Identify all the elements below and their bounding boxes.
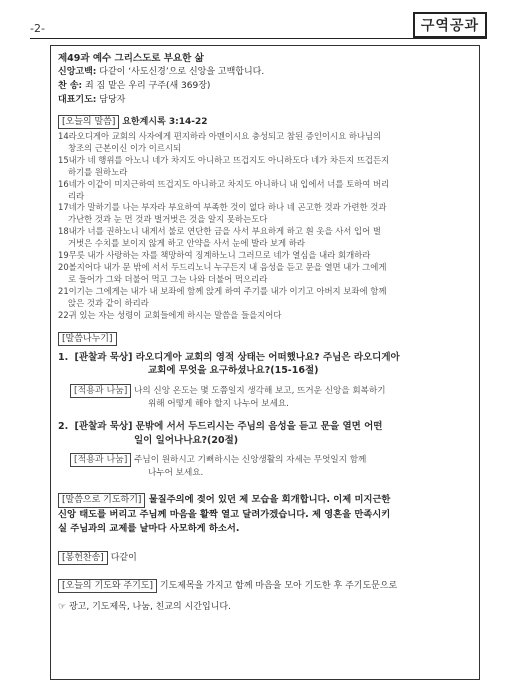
verse	[58, 262, 478, 286]
verse-text-cont: 하기를 원하노라	[68, 166, 128, 177]
verse	[58, 310, 478, 322]
sharing-label: [말씀나누기]	[58, 332, 117, 346]
hymn-text: 죄 짐 맡은 우리 구주(새 369장)	[85, 81, 211, 92]
apply-text: 주님이 원하시고 기뻐하시는 신앙생활의 자세는 무엇일지 함께	[134, 455, 367, 466]
verse-text: 22귀 있는 자는 성령이 교회들에게 하시는 말씀을 들을지어다	[58, 309, 282, 320]
apply-row	[58, 384, 478, 410]
question-text-cont: 교회에 무엇을 요구하셨나요?(15-16절)	[148, 365, 319, 377]
closing-prayer-line-1: 물질주의에 젖어 있던 제 모습을 회개합니다. 이제 미지근한	[148, 494, 391, 506]
prayer-line	[58, 94, 478, 107]
apply-text-cont: 위해 어떻게 해야 할지 나누어 보세요.	[148, 398, 289, 409]
verse-text: 19무릇 내가 사랑하는 자를 책망하여 징계하노니 그러므로 네가 열심을 내라 회개하라	[58, 250, 371, 261]
hymn-label: 찬 송:	[58, 81, 83, 92]
todays-prayer-label: [오늘의 기도와 주기도]	[58, 579, 157, 593]
confession-line	[58, 66, 478, 79]
verse-text-cont: 가난한 것과 눈 먼 것과 벌거벗은 것을 알지 못하는도다	[68, 214, 268, 225]
notice	[58, 601, 478, 614]
lesson-title: 제49과 예수 그리스도로 부요한 삶	[58, 53, 204, 64]
closing-prayer	[58, 493, 478, 536]
verse-text-cont: 로 들어가 그와 더불어 먹고 그는 나와 더불어 먹으리라	[68, 273, 268, 284]
verse	[58, 226, 478, 250]
verse-text: 18내가 너를 권하노니 내게서 불로 연단한 금을 사서 부요하게 하고 흰 옷을 사서 입어 벌	[58, 226, 381, 237]
question-tag: [관찰과 묵상]	[74, 421, 133, 433]
sharing-item-2	[58, 420, 478, 479]
question-text: 문밖에 서서 두드리시는 주님의 음성을 듣고 문을 열면 어떤	[135, 421, 383, 433]
closing-prayer-label: [말씀으로 기도하기]	[58, 493, 145, 507]
question-tag: [관찰과 묵상]	[74, 351, 133, 363]
sharing-heading	[58, 332, 478, 346]
offering-hymn	[58, 551, 478, 565]
verse-list	[58, 131, 478, 322]
question-row	[58, 420, 478, 433]
verse	[58, 131, 478, 155]
page-number: -2-	[30, 22, 45, 35]
sharing-item-1	[58, 351, 478, 410]
notice-text: 광고, 기도제목, 나눔, 친교의 시간입니다.	[68, 601, 231, 612]
hymn-line	[58, 80, 478, 93]
prayer-text: 담당자	[99, 95, 126, 106]
verse-text-cont: 리라	[68, 190, 85, 201]
offering-hymn-label: [봉헌찬송]	[58, 551, 108, 565]
closing-prayer-line-2: 신앙 태도를 버리고 주님께 마음을 활짝 열고 달려가겠습니다. 제 영혼을 만족시키	[58, 508, 391, 520]
verse-text: 20볼지어다 내가 문 밖에 서서 두드리노니 누구든지 내 음성을 듣고 문을 열면 내가 그에게	[58, 262, 387, 273]
verse	[58, 202, 478, 226]
verse-text-cont: 거벗은 수치를 보이지 않게 하고 안약을 사서 눈에 발라 보게 하라	[68, 238, 305, 249]
question-number: 1.	[58, 351, 69, 363]
apply-row	[58, 453, 478, 479]
confession-label: 신앙고백:	[58, 67, 97, 78]
lesson-content	[58, 52, 478, 614]
offering-hymn-text: 다같이	[110, 552, 137, 563]
apply-tag: [적용과 나눔]	[70, 384, 131, 398]
verse-text: 17네가 말하기를 나는 부자라 부요하여 부족한 것이 없다 하나 네 곤고한 것과 가련한 것과	[58, 202, 387, 213]
verse	[58, 250, 478, 262]
question-text-cont: 일이 일어나나요?(20절)	[134, 434, 239, 446]
verse-text: 21이기는 그에게는 내가 내 보좌에 함께 앉게 하여 주기를 내가 이기고 아버지 보좌에 함께	[58, 285, 387, 296]
verse	[58, 179, 478, 203]
todays-prayer-text: 기도제목을 가지고 함께 마음을 모아 기도한 후 주기도문으로	[159, 580, 398, 591]
verse-text: 16네가 이같이 미지근하여 뜨겁지도 아니하고 차지도 아니하니 내 입에서 너를 토하여 버리	[58, 178, 390, 189]
header-divider	[30, 38, 487, 39]
verse	[58, 155, 478, 179]
verse-text: 15내가 네 행위를 아노니 네가 차지도 아니하고 뜨겁지도 아니하도다 네가 차든지 뜨겁든지	[58, 154, 390, 165]
section-badge: 구역공과	[413, 12, 487, 38]
todays-prayer	[58, 579, 478, 593]
notice-arrow-icon: ☞	[58, 601, 67, 612]
apply-text: 나의 신앙 온도는 몇 도쯤일지 생각해 보고, 뜨거운 신앙을 회복하기	[134, 385, 386, 396]
word-today-reference: 요한계시록 3:14-22	[122, 116, 208, 127]
prayer-label: 대표기도:	[58, 95, 97, 106]
apply-text-cont: 나누어 보세요.	[148, 468, 204, 479]
verse-text-cont: 앉은 것과 같이 하리라	[68, 297, 149, 308]
word-today-label: [오늘의 말씀]	[58, 115, 119, 129]
verse-text-cont: 창조의 근본이신 이가 이르시되	[68, 142, 182, 153]
apply-tag: [적용과 나눔]	[70, 453, 131, 467]
question-number: 2.	[58, 421, 69, 433]
verse	[58, 286, 478, 310]
question-text: 라오디게아 교회의 영적 상태는 어떠했나요? 주님은 라오디게아	[135, 351, 400, 363]
verse-text: 14라오디게아 교회의 사자에게 편지하라 아멘이시요 충성되고 참된 증인이시요 하나님의	[58, 130, 382, 141]
closing-prayer-line-3: 실 주님과의 교제를 날마다 사모하게 하소서.	[58, 523, 240, 535]
confession-text: 다같이 ‘사도신경’으로 신앙을 고백합니다.	[99, 67, 265, 78]
question-row	[58, 351, 478, 364]
word-today-heading	[58, 115, 478, 129]
